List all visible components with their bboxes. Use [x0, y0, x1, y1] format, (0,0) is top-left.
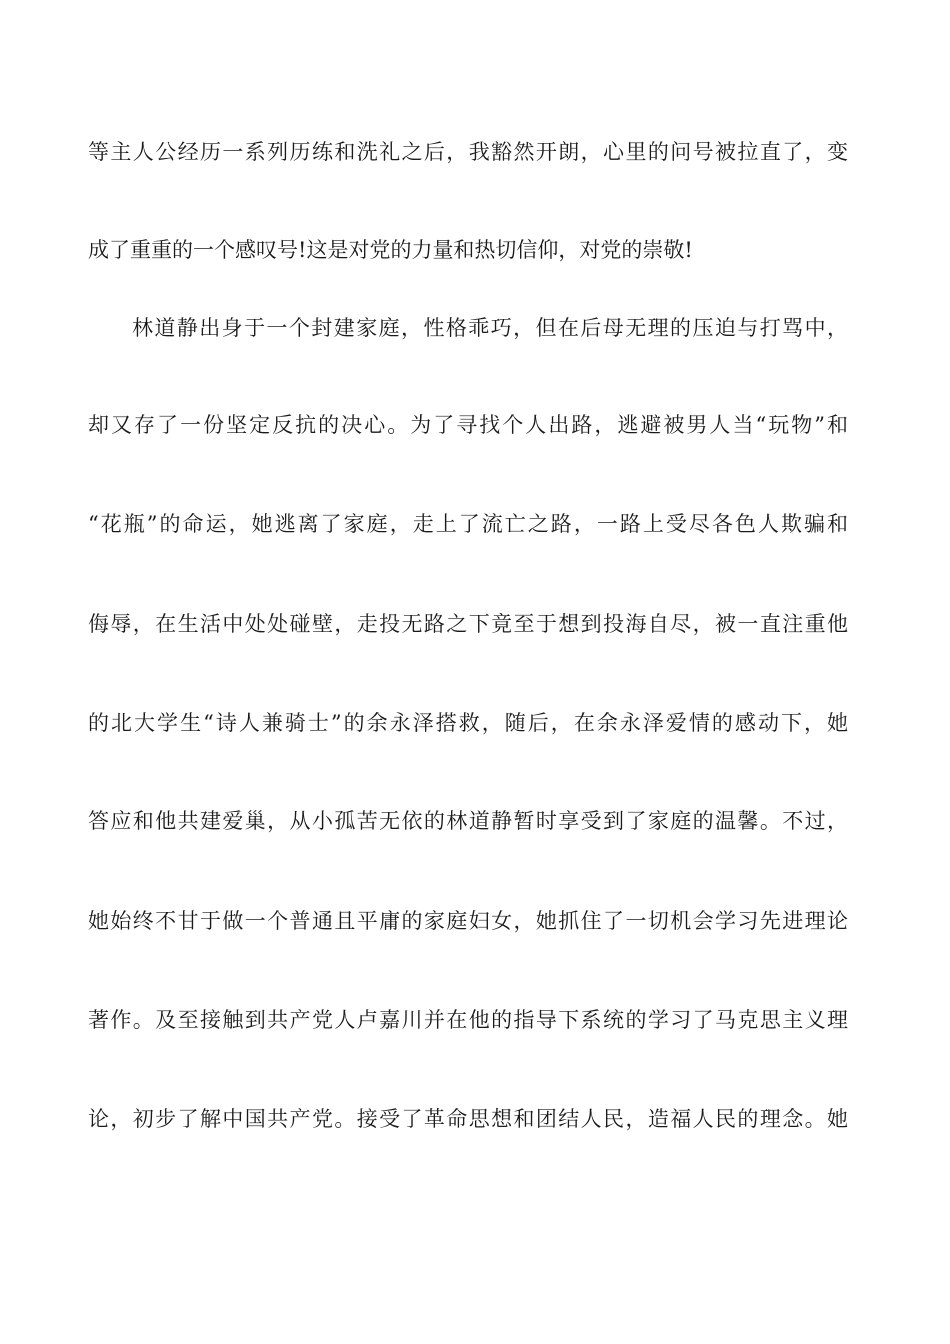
paragraph-1-line-2: 成了重重的一个感叹号!这是对党的力量和热切信仰，对党的崇敬!	[88, 238, 693, 262]
paragraph-2-line-7: 她始终不甘于做一个普通且平庸的家庭妇女，她抓住了一切机会学习先进理论	[88, 909, 848, 933]
paragraph-2-line-8: 著作。及至接触到共产党人卢嘉川并在他的指导下系统的学习了马克思主义理	[88, 1008, 848, 1032]
paragraph-2-line-9: 论，初步了解中国共产党。接受了革命思想和团结人民，造福人民的理念。她	[88, 1107, 848, 1131]
paragraph-2-line-6: 答应和他共建爱巢，从小孤苦无依的林道静暂时享受到了家庭的温馨。不过，	[88, 809, 848, 833]
paragraph-2-line-3: “花瓶”的命运，她逃离了家庭，走上了流亡之路，一路上受尽各色人欺骗和	[88, 512, 848, 536]
paragraph-2-line-5: 的北大学生“诗人兼骑士”的余永泽搭救，随后，在余永泽爱情的感动下，她	[88, 711, 848, 735]
paragraph-2-line-4: 侮辱，在生活中处处碰壁，走投无路之下竟至于想到投海自尽，被一直注重他	[88, 612, 848, 636]
paragraph-2-line-1: 林道静出身于一个封建家庭，性格乖巧，但在后母无理的压迫与打骂中，	[132, 316, 848, 340]
paragraph-1-line-1: 等主人公经历一系列历练和洗礼之后，我豁然开朗，心里的问号被拉直了，变	[88, 140, 848, 164]
paragraph-2-line-2: 却又存了一份坚定反抗的决心。为了寻找个人出路，逃避被男人当“玩物”和	[88, 413, 848, 437]
